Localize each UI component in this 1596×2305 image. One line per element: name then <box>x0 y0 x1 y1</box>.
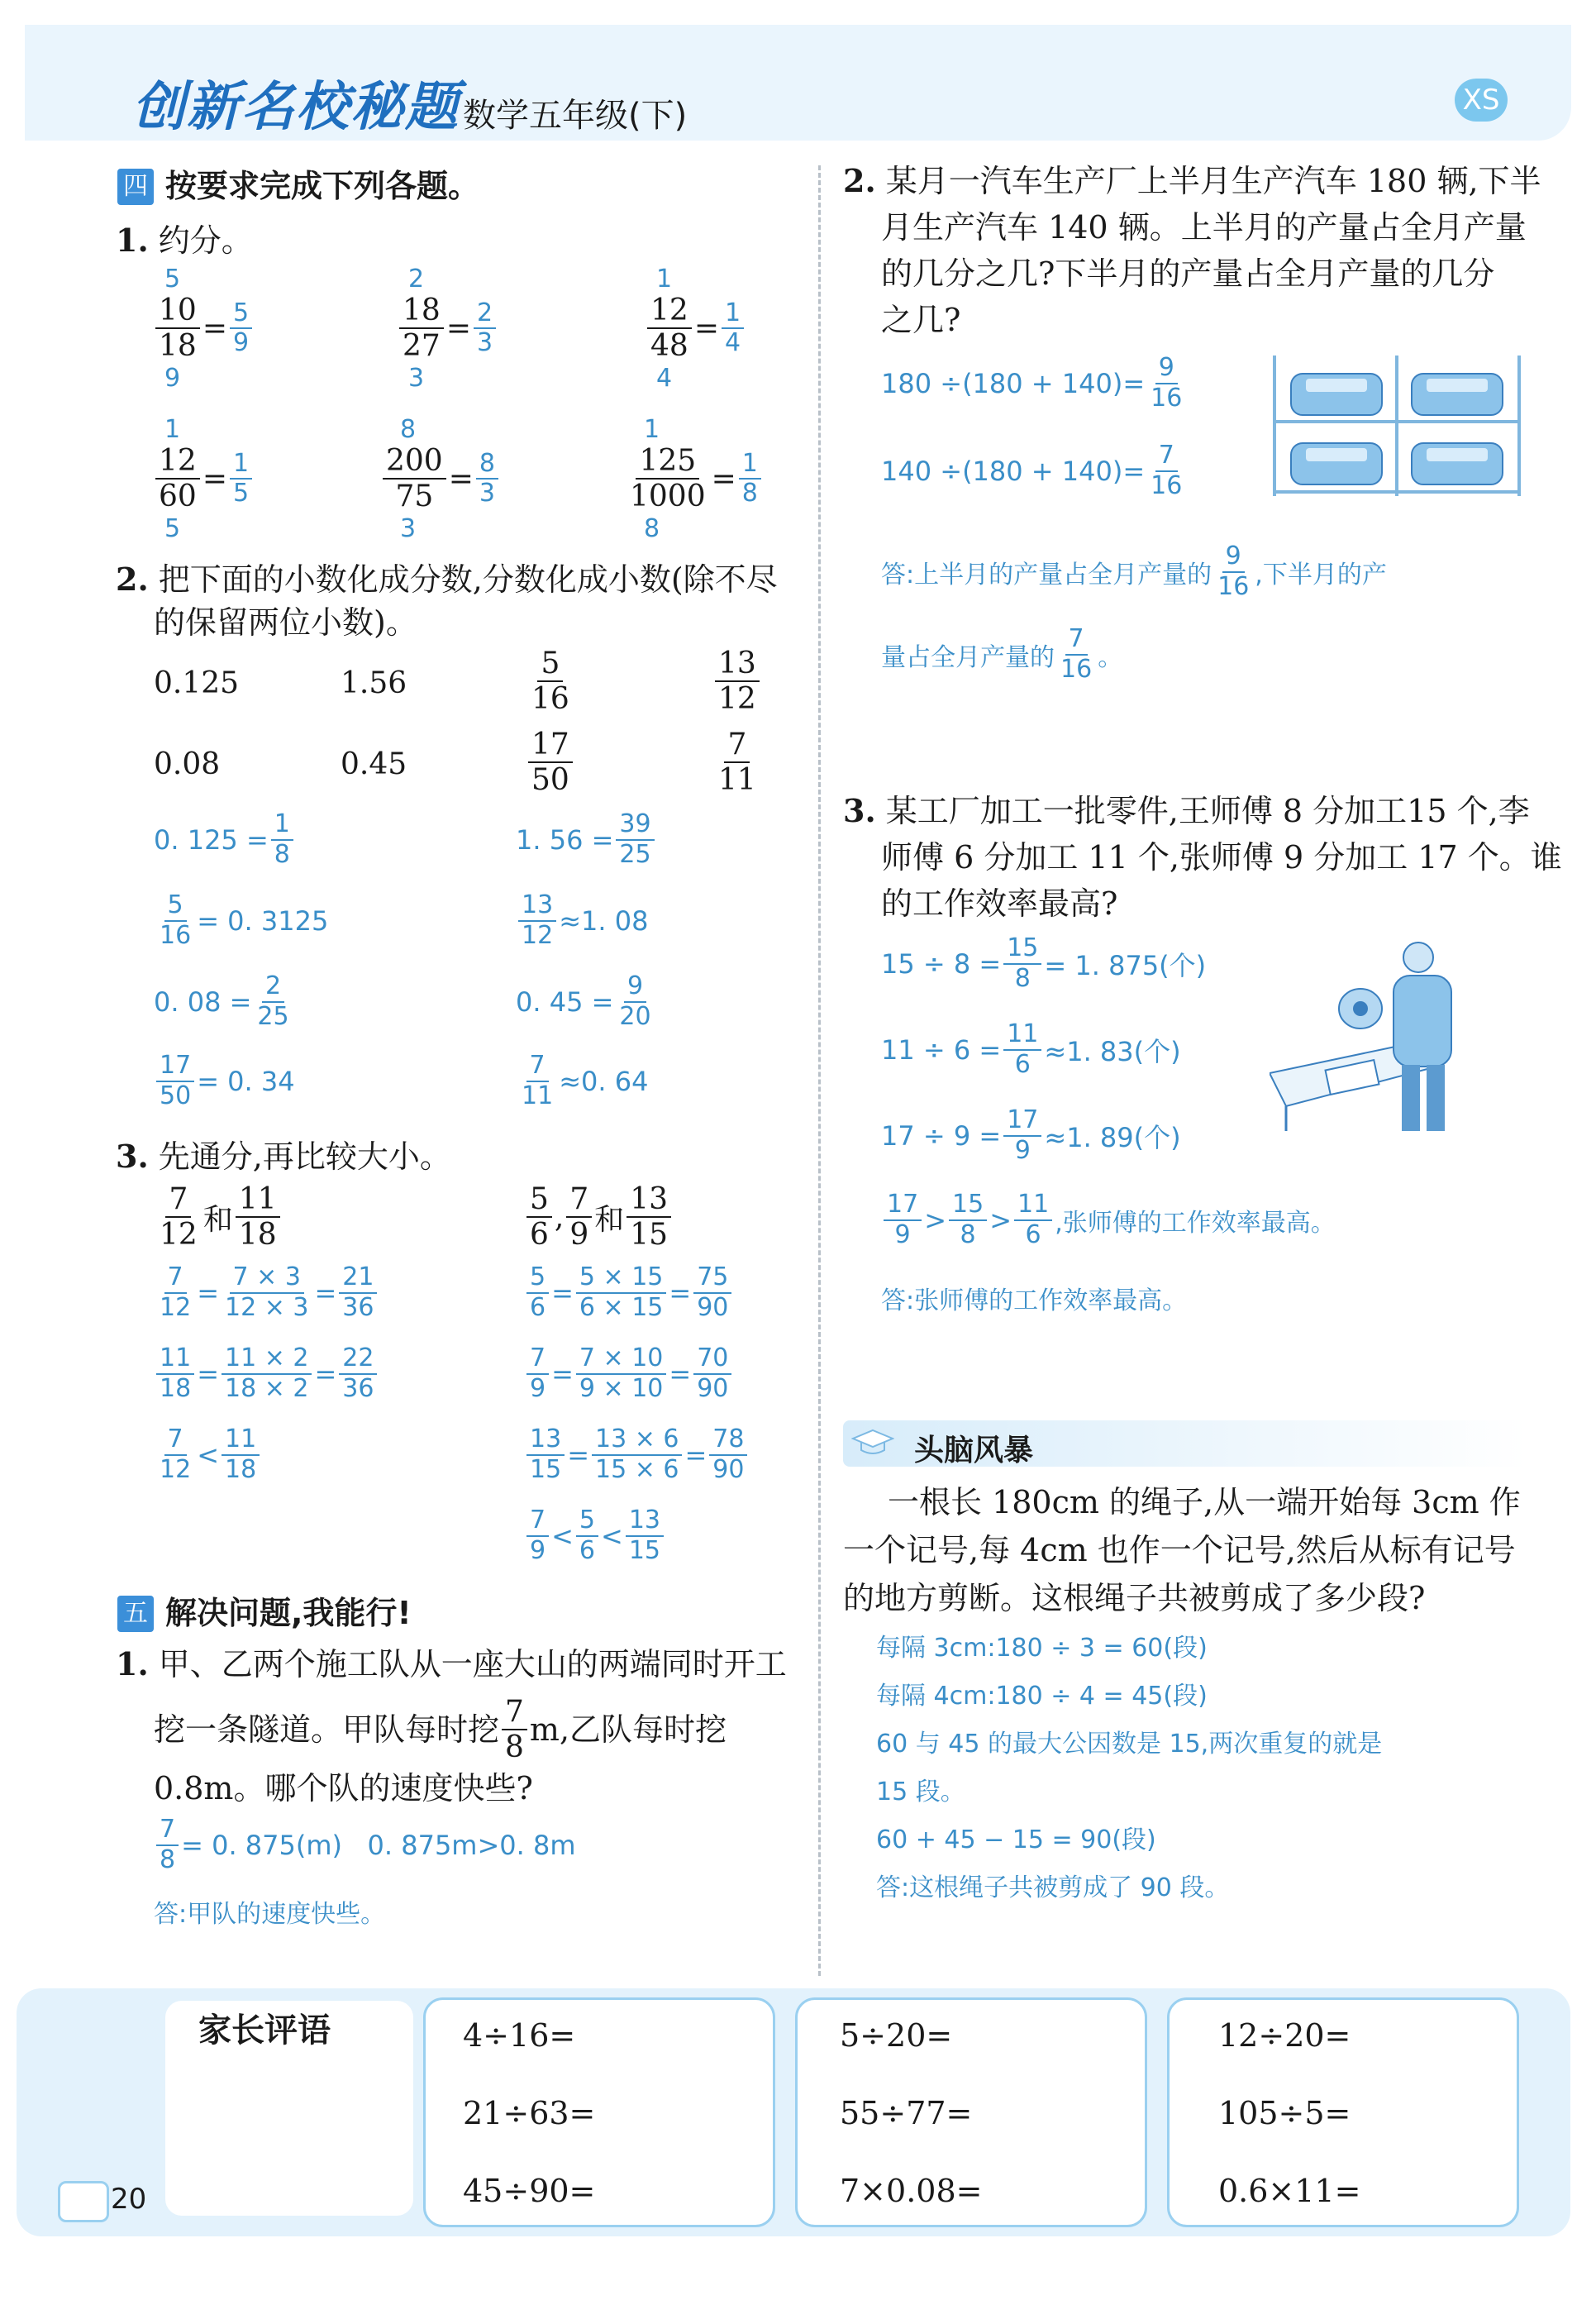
brainstorm-work-1: 每隔 3cm:180 ÷ 3 = 60(段) <box>876 1634 1208 1663</box>
given-decimal-1: 0.125 <box>154 666 240 700</box>
subject-title: 数学五年级(下) <box>463 97 688 135</box>
r-q2-line1: 2. 某月一汽车生产厂上半月生产汽车 180 辆,下半 <box>843 162 1541 199</box>
exercise-1-2: 21÷63= <box>463 2095 596 2131</box>
q3-left-compare: $\frac{7}{12}$ < $\frac{11}{18}$ <box>154 1425 262 1484</box>
reduce-item-2: 2 $\frac{18}{27}$ = $\frac{2}{3}$ 3 <box>397 265 498 393</box>
r-q2-answer-1: 答:上半月的产量占全月产量的 $\frac{9}{16}$ ,下半月的产 <box>881 542 1387 601</box>
column-divider <box>818 165 821 1976</box>
q2-heading-cont: 的保留两位小数)。 <box>154 604 417 641</box>
r-q3-work-3: 17 ÷ 9 = $\frac{17}{9}$ ≈1. 89(个) <box>881 1105 1181 1165</box>
brand-title: 创新名校秘题 <box>132 77 460 138</box>
answer-fraction-4: $\frac{7}{11}$ ≈0. 64 <box>522 1051 649 1110</box>
q1-heading: 1. 约分。 <box>116 222 253 259</box>
given-fraction-1: $\frac{5}{16}$ <box>531 647 569 717</box>
r-q2-answer-2: 量占全月产量的 $\frac{7}{16}$ 。 <box>881 624 1123 684</box>
brainstorm-line2: 一个记号,每 4cm 也作一个记号,然后从标有记号 <box>843 1532 1516 1568</box>
s5-q1-line1: 1. 甲、乙两个施工队从一座大山的两端同时开工 <box>116 1645 787 1682</box>
given-decimal-2: 1.56 <box>341 666 407 700</box>
exercise-2-3: 7×0.08= <box>840 2173 983 2209</box>
answer-fraction-1: $\frac{5}{16}$ = 0. 3125 <box>160 890 329 950</box>
given-decimal-3: 0.08 <box>154 747 221 781</box>
exercise-3-2: 105÷5= <box>1218 2095 1351 2131</box>
s5-q1-work: $\frac{7}{8}$ = 0. 875(m) 0. 875m>0. 8m <box>154 1816 576 1874</box>
q3-left-step-2: $\frac{11}{18}$ = $\frac{11 \times 2}{18 \times 2}$ = $\frac{22}{36}$ <box>154 1344 379 1403</box>
brainstorm-work-4: 15 段。 <box>876 1778 965 1806</box>
section-5-title: 解决问题,我能行! <box>165 1595 412 1631</box>
parent-comment-title: 家长评语 <box>198 2012 331 2050</box>
brainstorm-work-5: 60 + 45 − 15 = 90(段) <box>876 1825 1156 1854</box>
section-4-badge: 四 <box>117 169 154 205</box>
section-5-badge: 五 <box>117 1596 154 1632</box>
page-number-frame <box>58 2181 109 2222</box>
answer-decimal-2: 1. 56 = $\frac{39}{25}$ <box>516 810 657 869</box>
series-badge: XS <box>1455 79 1508 122</box>
answer-fraction-2: $\frac{13}{12}$ ≈1. 08 <box>516 891 648 950</box>
answer-decimal-3: 0. 08 = $\frac{2}{25}$ <box>154 971 289 1031</box>
reduce-item-5: 8 $\frac{200}{75}$ = $\frac{8}{3}$ 3 <box>380 415 501 543</box>
s5-q1-line2: 挖一条隧道。甲队每时挖 $\frac{7}{8}$ m,乙队每时挖 <box>154 1695 727 1765</box>
answer-decimal-4: 0. 45 = $\frac{9}{20}$ <box>516 971 651 1031</box>
exercise-3-1: 12÷20= <box>1218 2017 1351 2054</box>
r-q2-line4: 之几? <box>881 302 961 338</box>
r-q3-answer: 答:张师傅的工作效率最高。 <box>881 1286 1188 1315</box>
exercise-3-3: 0.6×11= <box>1218 2173 1361 2209</box>
brainstorm-answer: 答:这根绳子共被剪成了 90 段。 <box>876 1873 1230 1902</box>
reduce-item-1: 5 $\frac{10}{18}$ = $\frac{5}{9}$ 9 <box>153 265 255 393</box>
q3-right-step-3: $\frac{13}{15}$ = $\frac{13 \times 6}{15 \times 6}$ = $\frac{78}{90}$ <box>524 1425 750 1484</box>
brainstorm-title: 头脑风暴 <box>914 1434 1034 1467</box>
reduce-item-3: 1 $\frac{12}{48}$ = $\frac{1}{4}$ 4 <box>645 265 746 393</box>
reduce-item-6: 1 $\frac{125}{1000}$ = $\frac{1}{8}$ 8 <box>624 415 764 543</box>
exercise-1-1: 4÷16= <box>463 2017 576 2054</box>
r-q3-work-1: 15 ÷ 8 = $\frac{15}{8}$ = 1. 875(个) <box>881 933 1207 993</box>
answer-decimal-1: 0. 125 = $\frac{1}{8}$ <box>154 810 296 869</box>
s5-q1-line3: 0.8m。哪个队的速度快些? <box>154 1770 533 1806</box>
brainstorm-work-2: 每隔 4cm:180 ÷ 4 = 45(段) <box>876 1682 1208 1711</box>
page-number: 20 <box>111 2183 147 2216</box>
cars-illustration <box>1273 356 1521 496</box>
brainstorm-line1: 一根长 180cm 的绳子,从一端开始每 3cm 作 <box>888 1484 1521 1520</box>
r-q3-compare: $\frac{17}{9}$ > $\frac{15}{8}$ > $\frac{11}{6}$ ,张师傅的工作效率最高。 <box>881 1191 1336 1249</box>
given-fraction-4: $\frac{7}{11}$ <box>718 728 756 798</box>
given-fraction-3: $\frac{17}{50}$ <box>526 728 575 798</box>
r-q3-line3: 的工作效率最高? <box>881 885 1118 922</box>
exercise-2-2: 55÷77= <box>840 2095 973 2131</box>
r-q3-line2: 师傅 6 分加工 11 个,张师傅 9 分加工 17 个。谁 <box>881 839 1562 876</box>
graduation-cap-icon <box>851 1429 894 1458</box>
given-fraction-2: $\frac{13}{12}$ <box>712 647 762 717</box>
section-4-title: 按要求完成下列各题。 <box>165 168 480 204</box>
brainstorm-line3: 的地方剪断。这根绳子共被剪成了多少段? <box>843 1580 1426 1616</box>
q3-right-step-2: $\frac{7}{9}$ = $\frac{7 \times 10}{9 \times 10}$ = $\frac{70}{90}$ <box>524 1344 734 1403</box>
given-decimal-4: 0.45 <box>341 747 407 781</box>
r-q3-work-2: 11 ÷ 6 = $\frac{11}{6}$ ≈1. 83(个) <box>881 1019 1181 1079</box>
brainstorm-work-3: 60 与 45 的最大公因数是 15,两次重复的就是 <box>876 1730 1383 1759</box>
q3-right-step-1: $\frac{5}{6}$ = $\frac{5 \times 15}{6 \times 15}$ = $\frac{75}{90}$ <box>524 1263 734 1322</box>
reduce-item-4: 1 $\frac{12}{60}$ = $\frac{1}{5}$ 5 <box>153 415 255 543</box>
r-q2-line3: 的几分之几?下半月的产量占全月产量的几分 <box>881 255 1495 292</box>
exercise-2-1: 5÷20= <box>840 2017 953 2054</box>
answer-fraction-3: $\frac{17}{50}$ = 0. 34 <box>154 1052 295 1110</box>
r-q2-work-1: 180 ÷(180 + 140)= $\frac{9}{16}$ <box>881 353 1183 413</box>
q2-heading: 2. 把下面的小数化成分数,分数化成小数(除不尽 <box>116 561 778 598</box>
r-q2-work-2: 140 ÷(180 + 140)= $\frac{7}{16}$ <box>881 441 1183 500</box>
q3-right-compare: $\frac{7}{9}$ < $\frac{5}{6}$ < $\frac{13}{15}$ <box>524 1506 666 1565</box>
q3-left-step-1: $\frac{7}{12}$ = $\frac{7 \times 3}{12 \times 3}$ = $\frac{21}{36}$ <box>154 1263 379 1322</box>
q3-right-prompt: $\frac{5}{6}$ , $\frac{7}{9}$ 和 $\frac{13}{15}$ <box>524 1182 674 1253</box>
r-q2-line2: 月生产汽车 140 辆。上半月的产量占全月产量 <box>881 209 1527 246</box>
q3-heading: 3. 先通分,再比较大小。 <box>116 1138 451 1175</box>
q3-left-prompt: $\frac{7}{12}$ 和 $\frac{11}{18}$ <box>154 1182 283 1253</box>
s5-q1-answer: 答:甲队的速度快些。 <box>154 1900 386 1929</box>
worker-illustration <box>1270 933 1517 1136</box>
r-q3-line1: 3. 某工厂加工一批零件,王师傅 8 分加工15 个,李 <box>843 792 1530 829</box>
exercise-1-3: 45÷90= <box>463 2173 596 2209</box>
